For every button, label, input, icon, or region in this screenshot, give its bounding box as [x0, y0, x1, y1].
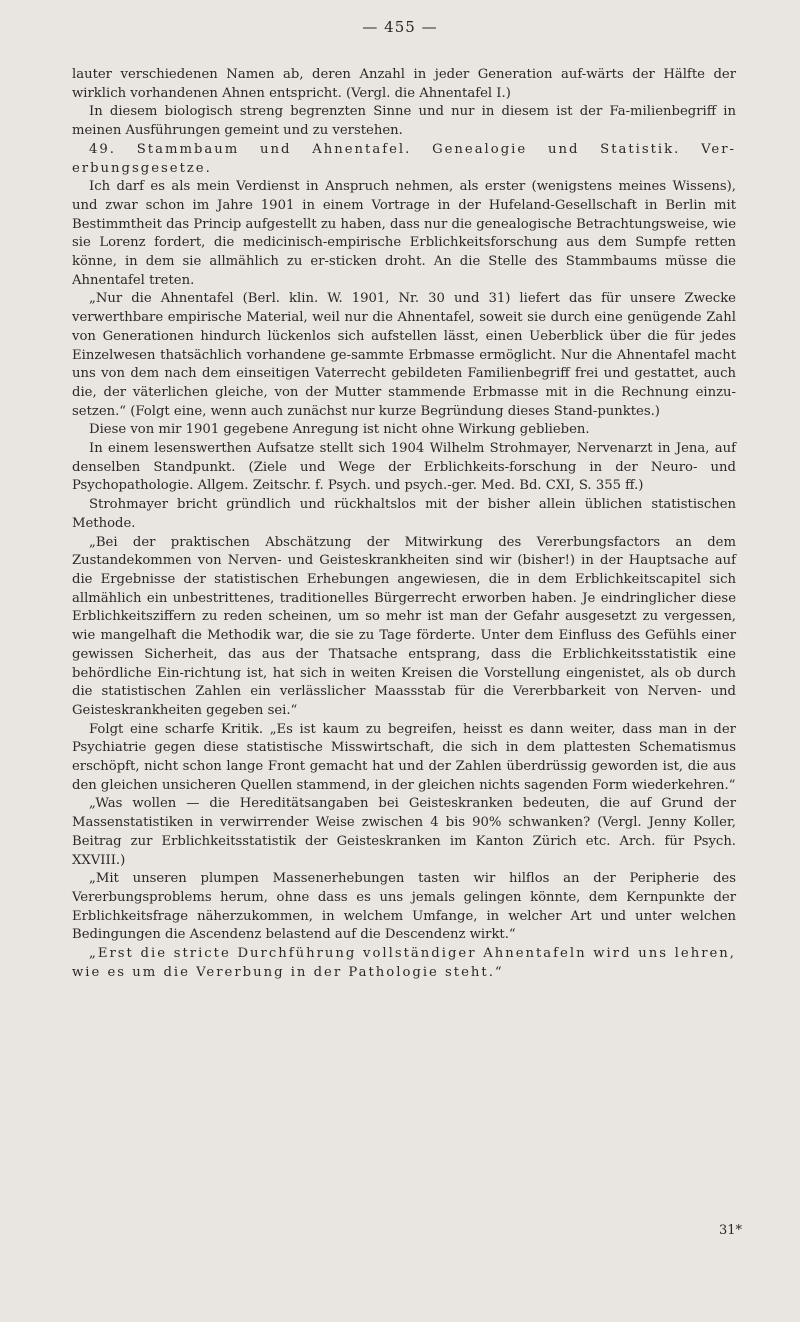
paragraph: In einem lesenswerthen Aufsatze stellt sich 1904 Wilhelm Strohmayer, Nervenarzt in Jena, auf denselben Standpunkt. (Ziele und Wege der Erblichkeits-forschung in der Neuro- und Psychopathologie. Allgem. Zeitschr. f. Psych. und psych.-ger. Med. Bd. CXI, S. 355 ff.) — [72, 441, 736, 494]
paragraph: Ich darf es als mein Verdienst in Anspruch nehmen, als erster (wenigstens meines Wissens), und zwar schon im Jahre 1901 in einem Vortrage in der Hufeland-Gesellschaft in Berlin mit Bestimmtheit das Princip aufgestellt zu haben, dass nur die genealogische Betrachtungsweise, wie sie Lorenz fordert, die medicinisch-empirische Erblichkeitsforschung aus dem Sumpfe retten könne, in dem sie allmählich zu er-sticken droht. An die Stelle des Stammbaums müsse die Ahnentafel treten. — [72, 179, 736, 288]
paragraph: Folgt eine scharfe Kritik. „Es ist kaum zu begreifen, heisst es dann weiter, dass man in der Psychiatrie gegen diese statistische Misswirtschaft, die sich in dem plattesten Schematismus erschöpft, nicht schon lange Front gemacht hat und der Zahlen überdrüssig geworden ist, die aus den gleichen unsicheren Quellen stammend, in der gleichen nichts sagenden Form wiederkehren.“ — [72, 721, 736, 793]
paragraph: „Bei der praktischen Abschätzung der Mitwirkung des Vererbungsfactors an dem Zustandekommen von Nerven- und Geisteskrankheiten sind wir (bisher!) in der Hauptsache auf die Ergebnisse der statistischen Erhebungen angewiesen, die in dem Erblichkeitscapitel sich allmählich ein unbestrittenes, traditionelles Bürgerrecht erworben haben. Je eindringlicher diese Erblichkeitsziffern zu reden scheinen, um so mehr ist man der Gefahr ausgesetzt zu vergessen, wie mangelhaft die Methodik war, die sie zu Tage förderte. Unter dem Einfluss des Gefühls einer gewissen Sicherheit, das aus der Thatsache entsprang, dass die Erblichkeitsstatistik eine behördliche Ein-richtung ist, hat sich in weiten Kreisen die Vorstellung eingenistet, als ob durch die statistischen Zahlen ein verlässlicher Maassstab für die Vererbbarkeit von Nerven- und Geisteskrankheiten gegeben sei.“ — [72, 534, 736, 718]
paragraph: Strohmayer bricht gründlich und rückhaltslos mit der bisher allein üblichen statistischen Methode. — [72, 497, 736, 531]
paragraph: Diese von mir 1901 gegebene Anregung ist nicht ohne Wirkung geblieben. — [89, 422, 590, 438]
sheet-signature: 31* — [718, 1223, 742, 1238]
page-number: — 455 — — [362, 18, 438, 36]
paragraph: „Was wollen — die Hereditätsangaben bei Geisteskranken bedeuten, die auf Grund der Massenstatistiken in verwirrender Weise zwischen 4 bis 90% schwanken? (Vergl. Jenny Koller, Beitrag zur Erblichkeitsstatistik der Geisteskranken im Kanton Zürich etc. Arch. für Psych. XXVIII.) — [72, 796, 736, 868]
section-heading: 49. Stammbaum und Ahnentafel. Genealogie und Statistik. Ver-erbungsgesetze. — [72, 141, 736, 176]
paragraph: In diesem biologisch streng begrenzten Sinne und nur in diesem ist der Fa-milienbegriff in meinen Ausführungen gemeint und zu verstehen. — [72, 104, 736, 139]
paragraph: lauter verschiedenen Namen ab, deren Anzahl in jeder Generation auf-wärts der Hälfte der wirklich vorhandenen Ahnen entspricht. (Vergl. die Ahnentafel I.) — [72, 67, 736, 101]
paragraph: „Nur die Ahnentafel (Berl. klin. W. 1901, Nr. 30 und 31) liefert das für unsere Zwecke verwerthbare empirische Material, weil nur die Ahnentafel, soweit sie durch eine genügende Zahl von Generationen hindurch lückenlos sich aufstellen lässt, einen Ueberblick über die für jedes Einzelwesen thatsächlich vorhandene ge-sammte Erbmasse ermöglicht. Nur die Ahnentafel macht uns von dem nach dem einseitigen Vaterrecht gebildeten Familienbegriff frei und gestattet, auch die, der väterlichen gleiche, von der Mutter stammende Erbmasse mit in die Rechnung einzu-setzen.“ (Folgt eine, wenn auch zunächst nur kurze Begründung dieses Stand-punktes.) — [72, 291, 736, 419]
paragraph: „Mit unseren plumpen Massenerhebungen tasten wir hilflos an der Peripherie des Vererbungsproblems herum, ohne dass es uns jemals gelingen könnte, dem Kernpunkte der Erblichkeitsfrage näherzukommen, in welchem Umfange, in welcher Art und unter welchen Bedingungen die Ascendenz belastend auf die Descendenz wirkt.“ — [72, 871, 736, 943]
paragraph: „Erst die stricte Durchführung vollständiger Ahnentafeln wird uns lehren, wie es um die Vererbung in der Pathologie steht.“ — [72, 946, 736, 980]
